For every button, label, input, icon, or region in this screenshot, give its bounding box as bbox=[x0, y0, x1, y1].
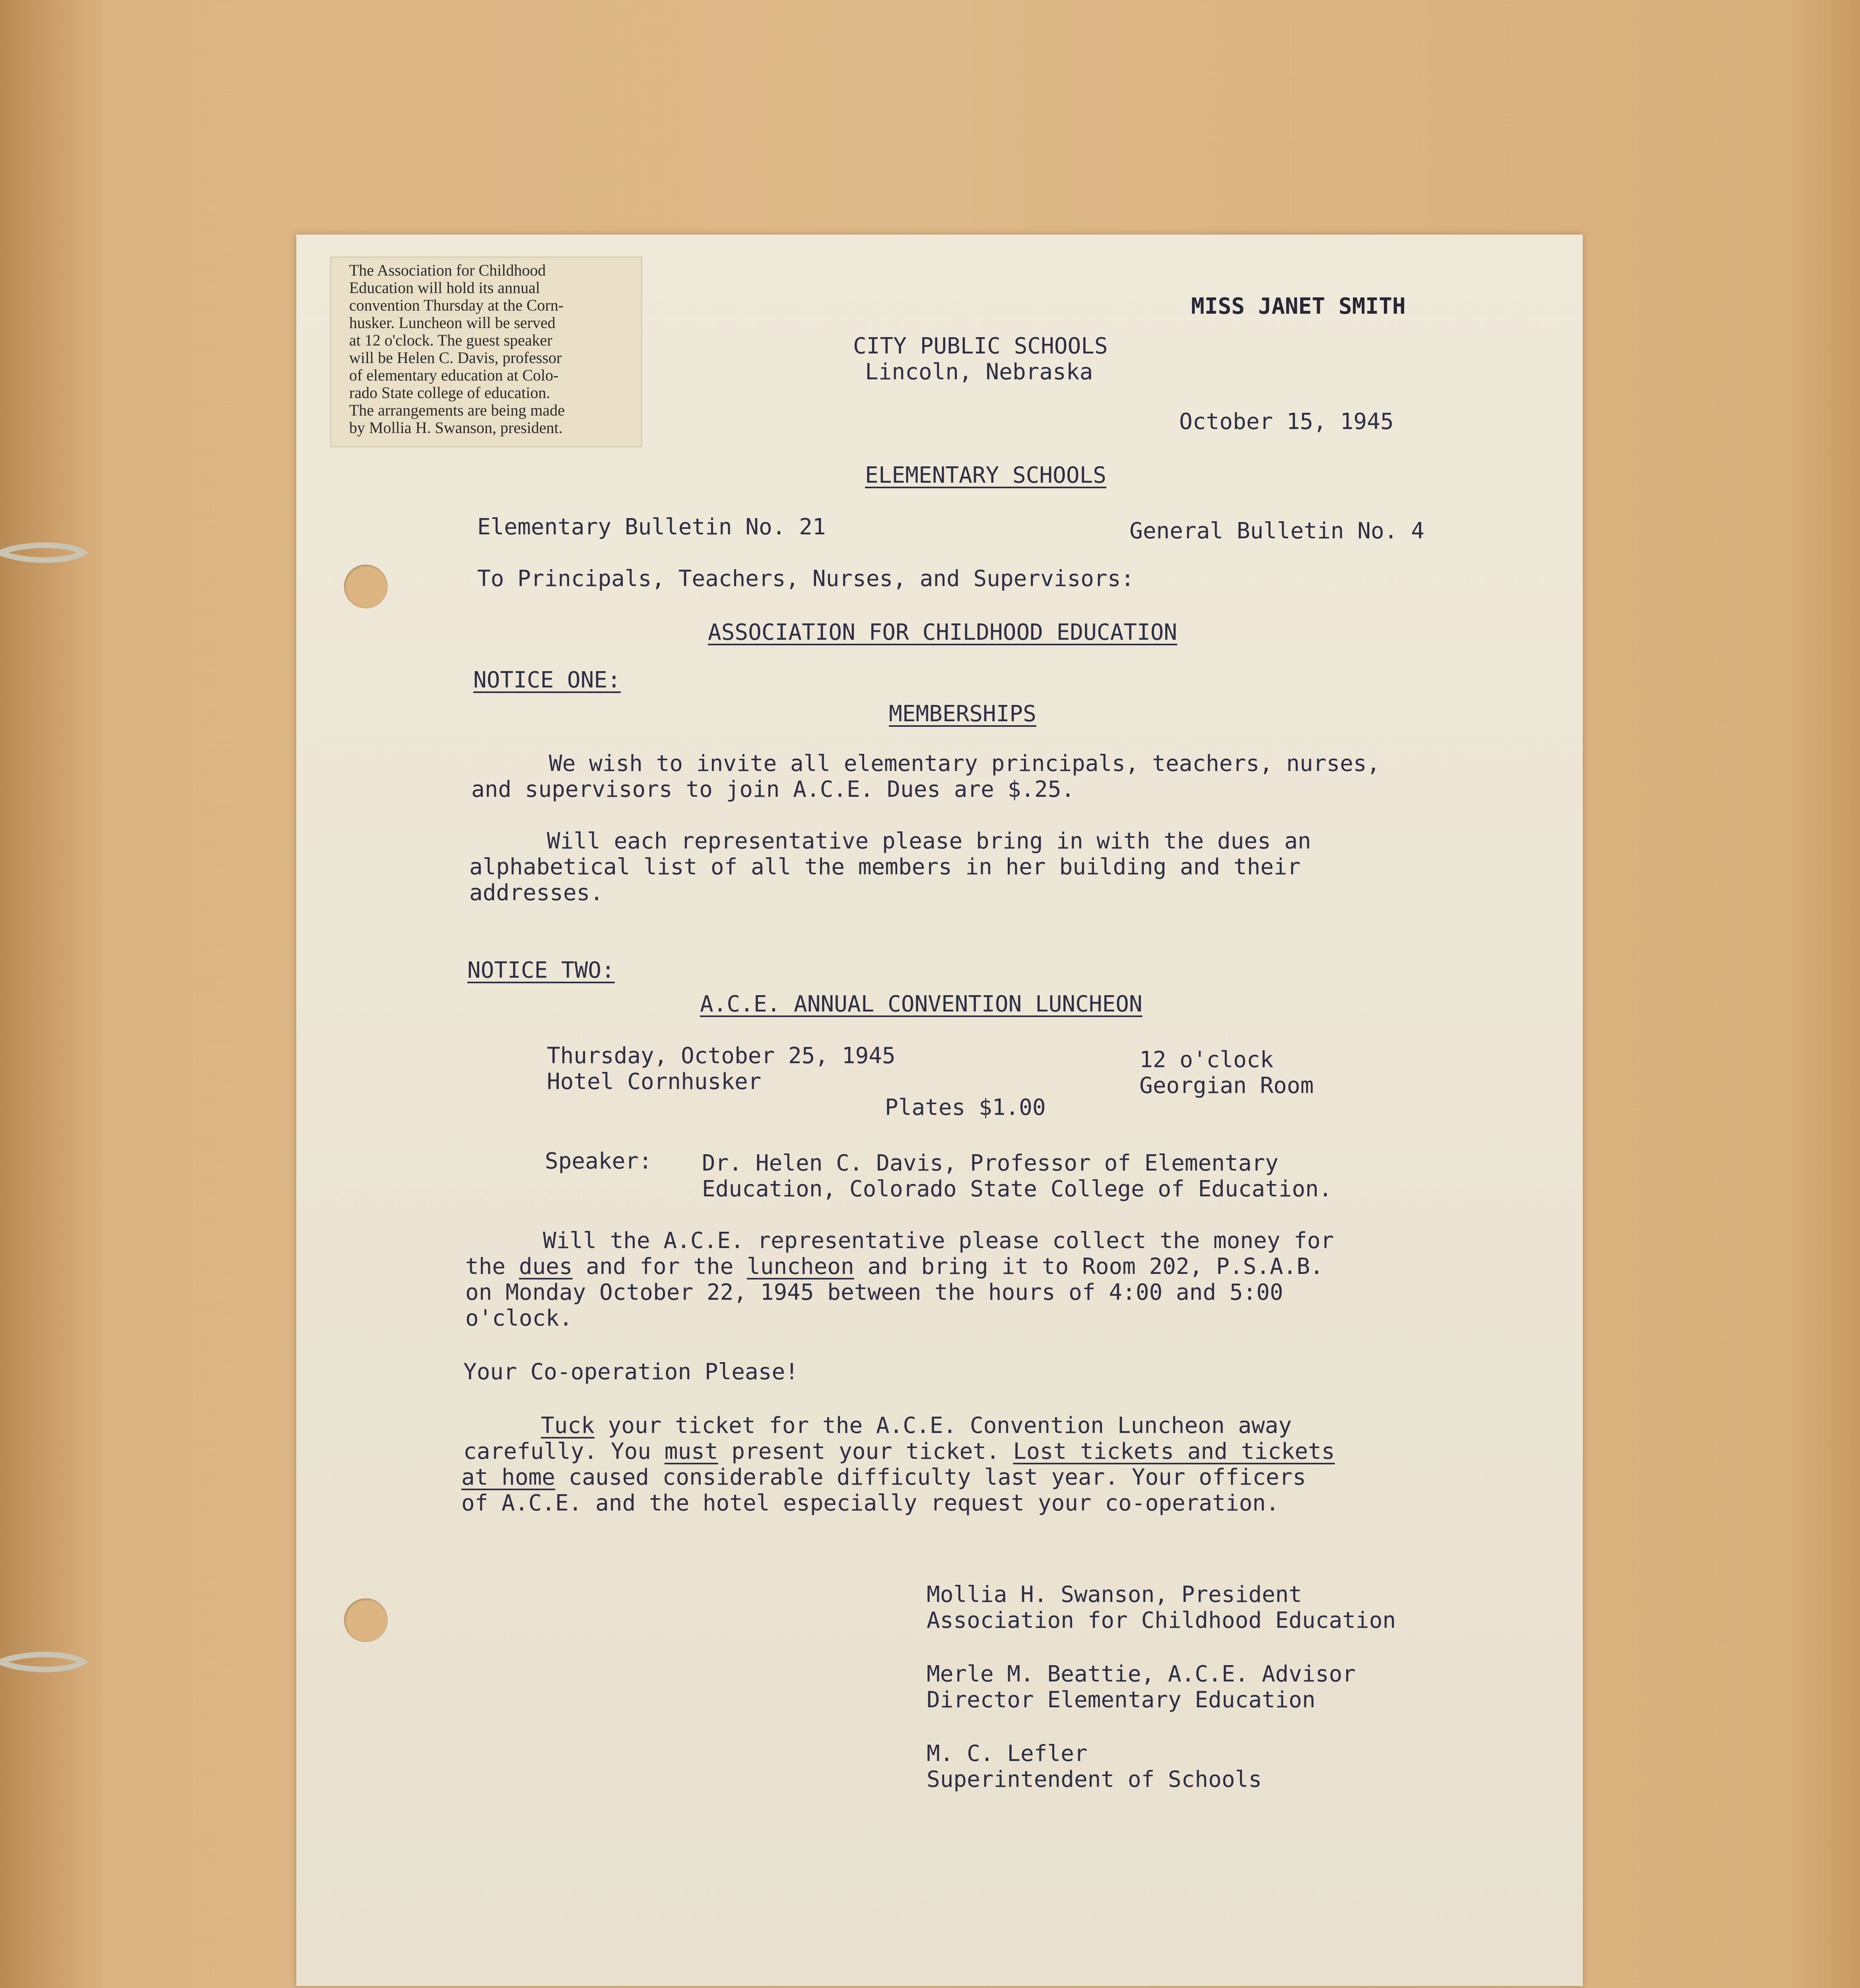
collection-text-part: and for the bbox=[572, 1254, 747, 1279]
clipping-line: convention Thursday at the Corn- bbox=[349, 296, 564, 314]
cooperation-text: of A.C.E. and the hotel especially request your co-operation. bbox=[461, 1490, 1279, 1516]
newspaper-clipping bbox=[330, 256, 642, 447]
signature-title: Director Elementary Education bbox=[927, 1687, 1316, 1713]
cooperation-heading: Your Co-operation Please! bbox=[463, 1359, 799, 1385]
cooperation-text-part: caused considerable difficulty last year. Your officers bbox=[555, 1464, 1306, 1490]
clipping-line: at 12 o'clock. The guest speaker bbox=[349, 331, 552, 349]
cooperation-text bbox=[541, 1413, 1292, 1438]
cooperation-text-part: carefully. You bbox=[463, 1439, 665, 1464]
speaker-text: Education, Colorado State College of Education. bbox=[702, 1176, 1332, 1202]
collection-text: on Monday October 22, 1945 between the hours of 4:00 and 5:00 bbox=[465, 1279, 1283, 1305]
department-heading: ELEMENTARY SCHOOLS bbox=[865, 462, 1106, 488]
bulletin-date: October 15, 1945 bbox=[1179, 409, 1394, 435]
punch-hole-bottom bbox=[344, 1598, 388, 1642]
lost-tickets-underlined: Lost tickets and tickets bbox=[1013, 1439, 1335, 1464]
salutation: To Principals, Teachers, Nurses, and Supervisors: bbox=[477, 566, 1135, 592]
org-name: CITY PUBLIC SCHOOLS bbox=[853, 333, 1108, 359]
luncheon-room: Georgian Room bbox=[1139, 1073, 1314, 1099]
memberships-text: alphabetical list of all the members in her building and their bbox=[469, 854, 1301, 880]
collection-text-part: and bring it to Room 202, P.S.A.B. bbox=[854, 1254, 1324, 1279]
clipping-line: rado State college of education. bbox=[349, 384, 550, 402]
collection-text: Will the A.C.E. representative please collect the money for bbox=[543, 1228, 1334, 1254]
notice-one-label: NOTICE ONE: bbox=[473, 667, 621, 693]
punch-hole-top bbox=[344, 565, 388, 608]
dues-underlined: dues bbox=[519, 1254, 573, 1279]
memberships-text: Will each representative please bring in with the dues an bbox=[547, 828, 1311, 854]
subject-heading: ASSOCIATION FOR CHILDHOOD EDUCATION bbox=[708, 619, 1178, 645]
binder-string-bottom bbox=[0, 1650, 91, 1674]
collection-text bbox=[465, 1254, 1324, 1279]
luncheon-underlined: luncheon bbox=[747, 1254, 854, 1279]
signature-title: Association for Childhood Education bbox=[927, 1607, 1396, 1633]
scrapbook-binding bbox=[0, 0, 103, 1988]
cooperation-text bbox=[463, 1439, 1335, 1464]
signature-name: Mollia H. Swanson, President bbox=[927, 1582, 1302, 1607]
memberships-text: addresses. bbox=[469, 880, 604, 906]
collection-text-part: the bbox=[465, 1254, 519, 1279]
luncheon-time: 12 o'clock bbox=[1139, 1047, 1274, 1073]
memberships-text: We wish to invite all elementary principals, teachers, nurses, bbox=[549, 751, 1380, 777]
org-location: Lincoln, Nebraska bbox=[865, 359, 1093, 385]
must-underlined: must bbox=[664, 1439, 718, 1464]
elementary-bulletin-number: Elementary Bulletin No. 21 bbox=[477, 514, 826, 540]
clipping-line: husker. Luncheon will be served bbox=[349, 314, 556, 332]
notice-two-label: NOTICE TWO: bbox=[467, 957, 615, 983]
bulletin-sheet bbox=[296, 235, 1583, 1986]
signature-name: M. C. Lefler bbox=[927, 1741, 1088, 1767]
luncheon-heading: A.C.E. ANNUAL CONVENTION LUNCHEON bbox=[700, 991, 1143, 1017]
clipping-line: Education will hold its annual bbox=[349, 279, 540, 297]
clipping-line: of elementary education at Colo- bbox=[349, 366, 559, 384]
speaker-text: Dr. Helen C. Davis, Professor of Elementary bbox=[702, 1150, 1279, 1176]
recipient-name: MISS JANET SMITH bbox=[1191, 293, 1406, 319]
cooperation-text-part: present your ticket. bbox=[718, 1439, 1013, 1464]
clipping-line: will be Helen C. Davis, professor bbox=[349, 349, 562, 367]
signature-title: Superintendent of Schools bbox=[927, 1767, 1262, 1792]
memberships-heading: MEMBERSHIPS bbox=[889, 701, 1036, 727]
clipping-line: The arrangements are being made bbox=[349, 401, 565, 419]
luncheon-date: Thursday, October 25, 1945 bbox=[547, 1043, 896, 1069]
general-bulletin-number: General Bulletin No. 4 bbox=[1129, 518, 1425, 544]
luncheon-place: Hotel Cornhusker bbox=[547, 1069, 762, 1095]
binder-string-top bbox=[0, 541, 91, 565]
cooperation-text-part: your ticket for the A.C.E. Convention Luncheon away bbox=[594, 1413, 1292, 1439]
tuck-underlined: Tuck bbox=[541, 1413, 595, 1439]
collection-text: o'clock. bbox=[465, 1305, 573, 1331]
speaker-label: Speaker: bbox=[545, 1148, 652, 1174]
at-home-underlined: at home bbox=[461, 1464, 556, 1490]
signature-name: Merle M. Beattie, A.C.E. Advisor bbox=[927, 1661, 1356, 1687]
clipping-line: The Association for Childhood bbox=[349, 261, 546, 279]
clipping-line: by Mollia H. Swanson, president. bbox=[349, 419, 563, 437]
memberships-text: and supervisors to join A.C.E. Dues are $.25. bbox=[471, 777, 1075, 802]
luncheon-plates-price: Plates $1.00 bbox=[885, 1095, 1046, 1120]
cooperation-text bbox=[461, 1465, 1306, 1490]
